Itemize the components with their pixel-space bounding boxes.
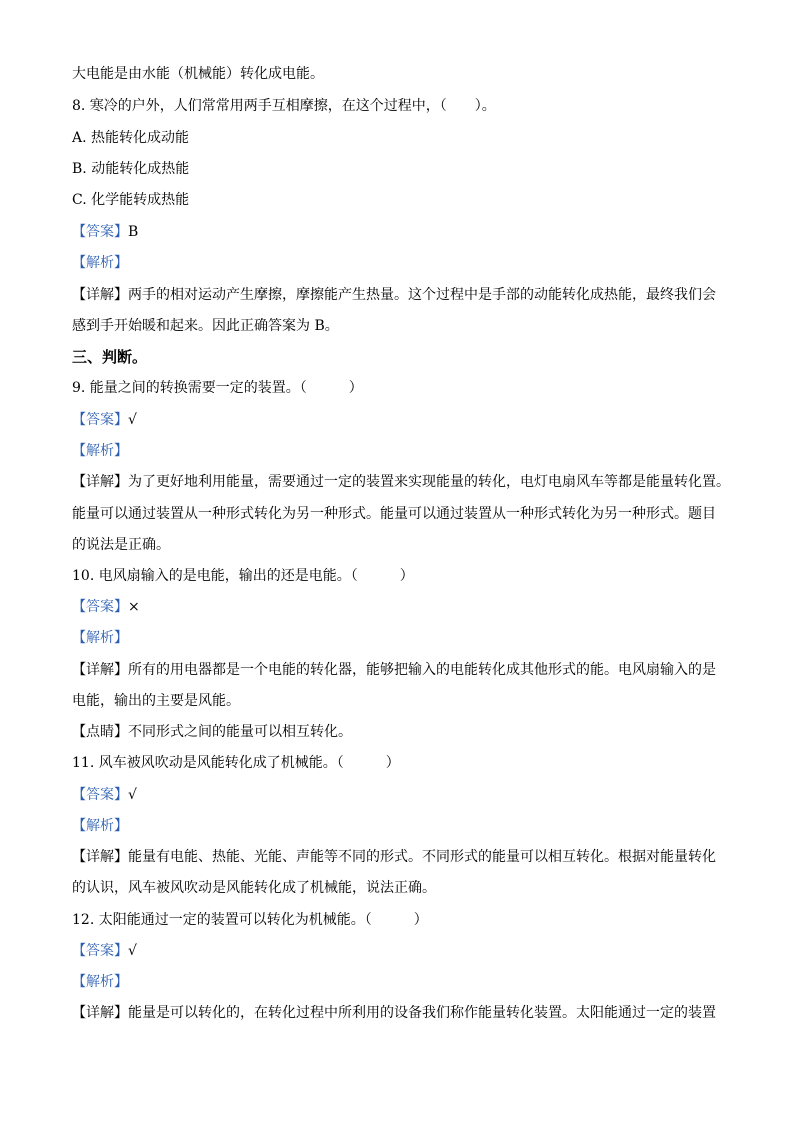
question-12: 12. 太阳能通过一定的装置可以转化为机械能。（ ） <box>72 912 428 928</box>
answer-label: 【答案】 <box>72 599 128 615</box>
question-10: 10. 电风扇输入的是电能，输出的还是电能。（ ） <box>72 568 414 584</box>
detail-line: 【详解】所有的用电器都是一个电能的转化器，能够把输入的电能转化成其他形式的能。电风扇输入的是 <box>72 662 716 678</box>
analysis-label: 【解析】 <box>72 974 128 990</box>
section-heading: 三、判断。 <box>72 348 148 366</box>
text-line: 大电能是由水能（机械能）转化成电能。 <box>72 66 324 82</box>
answer-value: √ <box>128 943 137 959</box>
text-line: 的认识，风车被风吹动是风能转化成了机械能，说法正确。 <box>72 880 436 896</box>
detail-line: 【详解】两手的相对运动产生摩擦，摩擦能产生热量。这个过程中是手部的动能转化成热能，最终我们会 <box>72 287 716 303</box>
detail-label: 【详解】 <box>72 849 128 865</box>
detail-label: 【详解】 <box>72 287 128 303</box>
text-line: 能量可以通过装置从一种形式转化为另一种形式。能量可以通过装置从一种形式转化为另一种形式。题目 <box>72 506 716 522</box>
option-c: C. 化学能转成热能 <box>72 192 190 208</box>
option-b: B. 动能转化成热能 <box>72 161 190 177</box>
text-line: 的说法是正确。 <box>72 537 170 553</box>
answer-label: 【答案】 <box>72 787 128 803</box>
analysis-label: 【解析】 <box>72 630 128 646</box>
answer-line <box>72 222 138 242</box>
text-line: 电能，输出的主要是风能。 <box>72 693 240 709</box>
answer-label: 【答案】 <box>72 943 128 959</box>
answer-value: × <box>128 599 140 615</box>
analysis-label: 【解析】 <box>72 443 128 459</box>
option-a: A. 热能转化成动能 <box>72 130 190 146</box>
detail-label: 【详解】 <box>72 1005 128 1021</box>
answer-label: 【答案】 <box>72 224 128 240</box>
question-8: 8. 寒冷的户外，人们常常用两手互相摩擦，在这个过程中，（ ）。 <box>72 98 496 114</box>
analysis-label: 【解析】 <box>72 255 128 271</box>
answer-value: B <box>128 224 139 240</box>
answer-line <box>72 941 137 961</box>
question-11: 11. 风车被风吹动是风能转化成了机械能。（ ） <box>72 755 400 771</box>
question-9: 9. 能量之间的转换需要一定的装置。（ ） <box>72 380 363 396</box>
detail-line: 【详解】能量是可以转化的，在转化过程中所利用的设备我们称作能量转化装置。太阳能通过一定的装置 <box>72 1005 716 1021</box>
answer-line <box>72 597 140 617</box>
answer-value: √ <box>128 412 137 428</box>
detail-line: 【详解】为了更好地利用能量，需要通过一定的装置来实现能量的转化，电灯电扇风车等都是能量转化置。 <box>72 474 730 490</box>
detail-label: 【详解】 <box>72 474 128 490</box>
analysis-label: 【解析】 <box>72 818 128 834</box>
text-line: 感到手开始暖和起来。因此正确答案为 B。 <box>72 318 339 334</box>
detail-line: 【详解】能量有电能、热能、光能、声能等不同的形式。不同形式的能量可以相互转化。根据对能量转化 <box>72 849 716 865</box>
answer-line <box>72 410 137 430</box>
point-label: 【点睛】 <box>72 724 128 740</box>
answer-label: 【答案】 <box>72 412 128 428</box>
point-line: 【点睛】不同形式之间的能量可以相互转化。 <box>72 724 352 740</box>
detail-label: 【详解】 <box>72 662 128 678</box>
answer-line <box>72 785 137 805</box>
answer-value: √ <box>128 787 137 803</box>
